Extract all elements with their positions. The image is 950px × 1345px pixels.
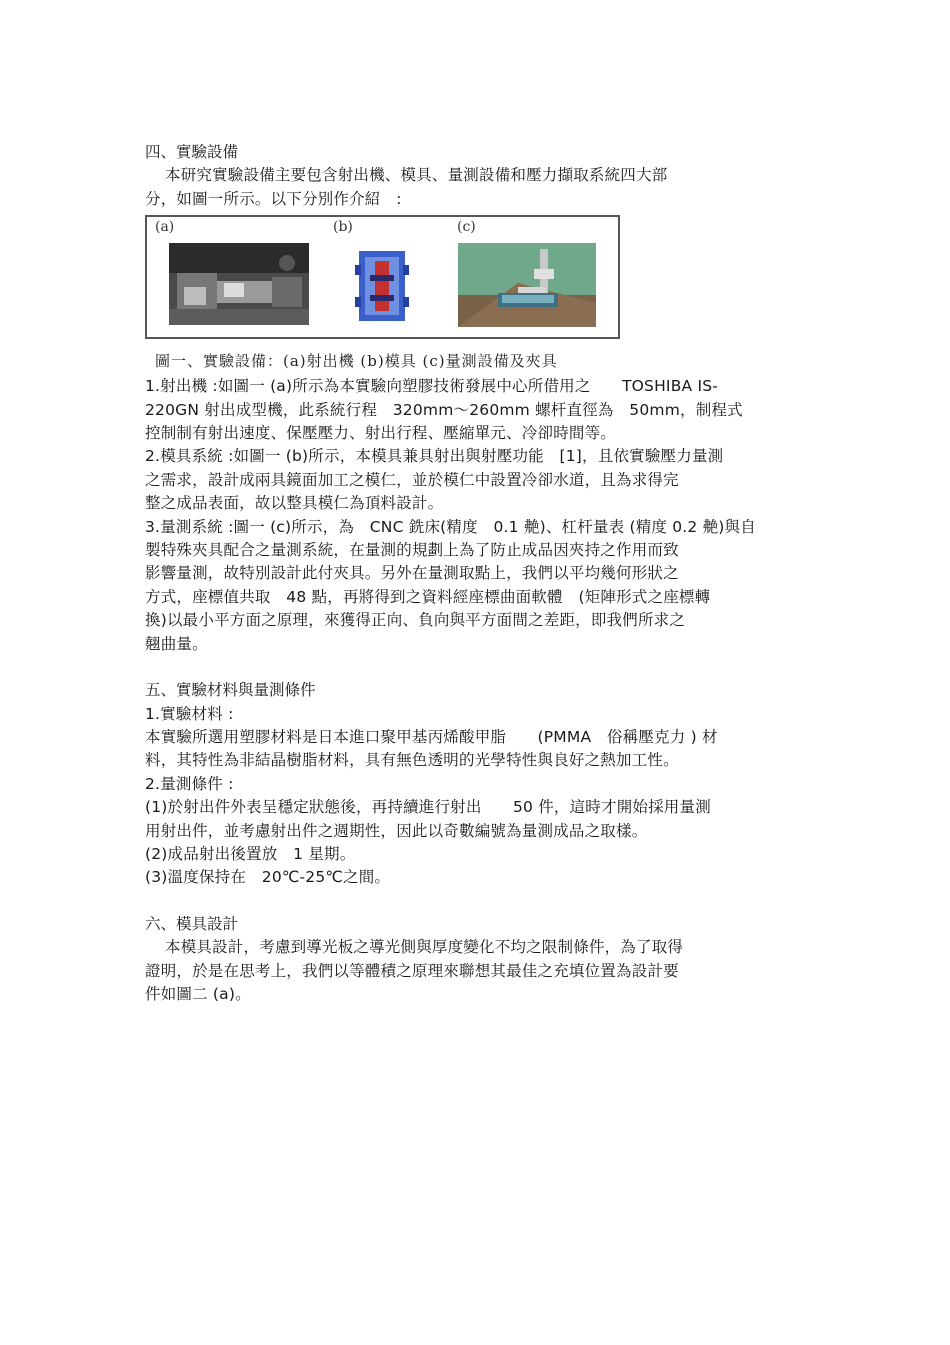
injection-machine-photo	[169, 243, 309, 325]
paragraph-line: (2)成品射出後置放 1 星期。	[145, 844, 356, 863]
paragraph-line: 料，其特性為非結晶樹脂材料，具有無色透明的光學特性與良好之熱加工性。	[145, 751, 679, 770]
paragraph-line: 分，如圖一所示。以下分別作介紹 :	[145, 189, 402, 208]
paragraph-line: 2.模具系統 :如圖一 (b)所示，本模具兼具射出與射壓功能 [1]，且依實驗壓力量測	[145, 447, 724, 466]
figure-caption: 圖一、實驗設備：(a)射出機 (b)模具 (c)量測設備及夾具	[155, 352, 558, 371]
section-heading-mold-design: 六、模具設計	[145, 914, 239, 933]
measuring-setup-photo	[458, 243, 596, 327]
paragraph-line: 換)以最小平方面之原理，來獲得正向、負向與平方面間之差距，即我們所求之	[145, 611, 686, 630]
paragraph-line: 證明，於是在思考上，我們以等體積之原理來聯想其最佳之充填位置為設計要	[145, 961, 679, 980]
mold-diagram	[353, 247, 411, 325]
panel-label-b: (b)	[333, 219, 353, 236]
paragraph-line: 220GN 射出成型機，此系統行程 320mm～260mm 螺杆直徑為 50mm，制程式	[145, 400, 743, 419]
section-gap	[145, 656, 810, 679]
paragraph-line: 翹曲量。	[145, 634, 208, 653]
panel-label-a: (a)	[155, 219, 175, 236]
paragraph-line: 之需求，設計成兩具鏡面加工之模仁，並於模仁中設置冷卻水道，且為求得完	[145, 470, 679, 489]
paragraph-line: 用射出件，並考慮射出件之週期性，因此以奇數編號為量測成品之取樣。	[145, 821, 648, 840]
section-gap	[145, 890, 810, 913]
paragraph-line: 方式，座標值共取 48 點，再將得到之資料經座標曲面軟體 (矩陣形式之座標轉	[145, 587, 711, 606]
section-heading-equipment: 四、實驗設備	[145, 143, 239, 161]
paragraph-line: 影響量測，故特別設計此付夾具。另外在量測取點上，我們以平均幾何形狀之	[145, 564, 679, 583]
paragraph-line: 製特殊夾具配合之量測系統，在量測的規劃上為了防止成品因夾持之作用而致	[145, 541, 679, 560]
paragraph-line: 本模具設計，考慮到導光板之導光側與厚度變化不均之限制條件，為了取得	[165, 938, 684, 957]
section-heading-materials: 五、實驗材料與量測條件	[145, 681, 316, 700]
subheading-conditions: 2.量測條件 :	[145, 774, 234, 793]
paragraph-line: 本研究實驗設備主要包含射出機、模具、量測設備和壓力擷取系統四大部	[165, 166, 668, 185]
paragraph-line: 件如圖二 (a)。	[145, 984, 251, 1003]
panel-label-c: (c)	[457, 219, 476, 236]
paragraph-line: 3.量測系統 :圖一 (c)所示，為 CNC 銑床(精度 0.1 艴)、杠杆量表 (精度 0.2 艴)與自	[145, 517, 756, 536]
paragraph-line: 整之成品表面，故以整具模仁為頂料設計。	[145, 494, 444, 513]
subheading-material: 1.實驗材料 :	[145, 704, 234, 723]
paragraph-line: (1)於射出件外表呈穩定狀態後，再持續進行射出 50 件，這時才開始採用量測	[145, 798, 711, 817]
figure-equipment	[145, 215, 620, 339]
document-content	[145, 141, 810, 1006]
paragraph-line: 1.射出機 :如圖一 (a)所示為本實驗向塑膠技術發展中心所借用之 TOSHIBA IS-	[145, 377, 719, 396]
paragraph-line: 控制制有射出速度、保壓壓力、射出行程、壓縮單元、冷卻時間等。	[145, 424, 617, 443]
paragraph-line: (3)溫度保持在 20℃-25℃之間。	[145, 868, 391, 887]
paragraph-line: 本實驗所選用塑膠材料是日本進口聚甲基丙烯酸甲脂 (PMMA 俗稱壓克力 ) 材	[145, 727, 718, 746]
